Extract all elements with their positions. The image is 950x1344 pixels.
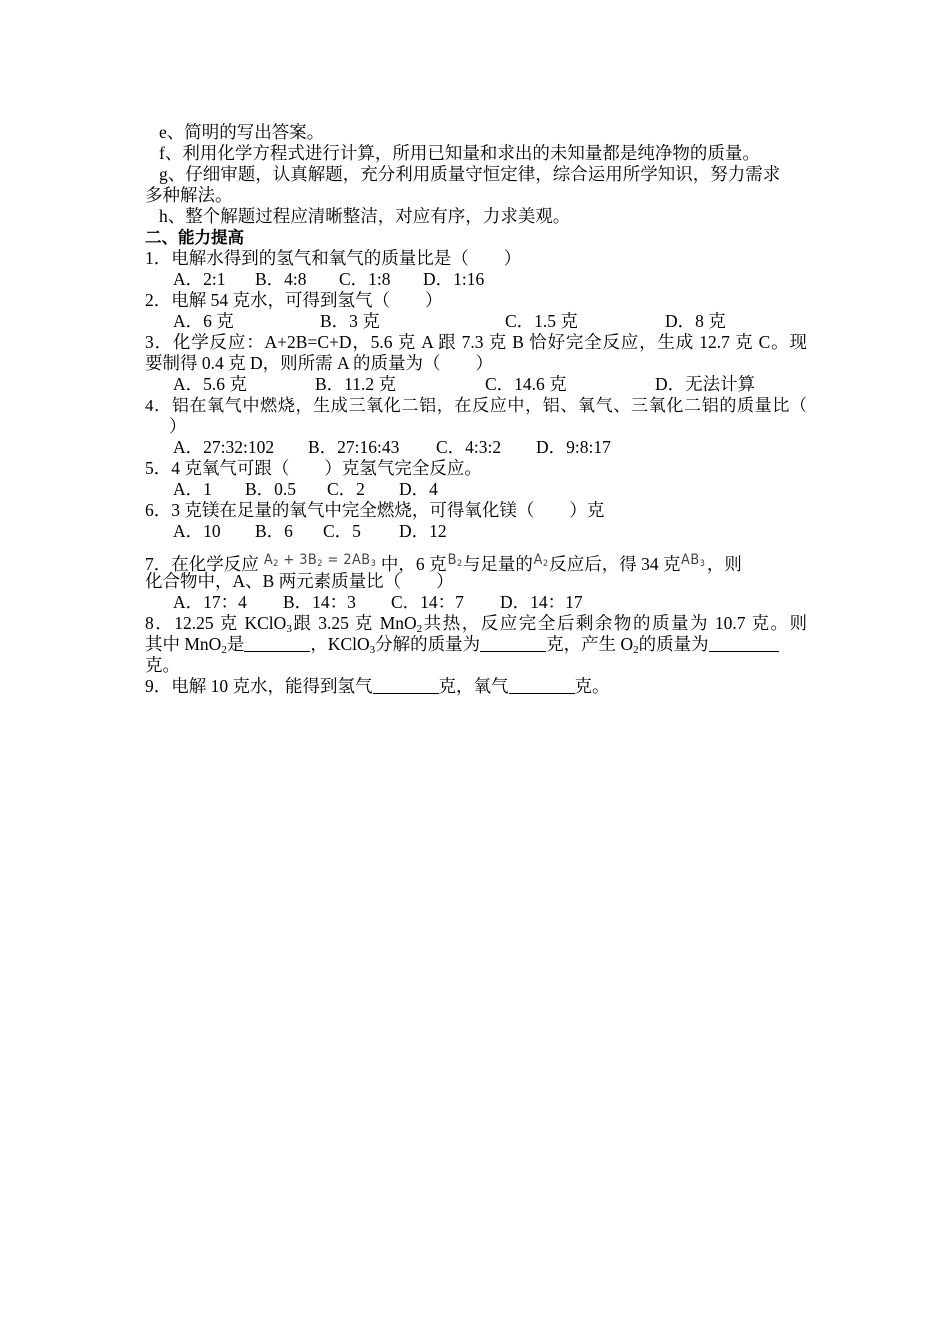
q1-option-b: B．4:8: [255, 269, 307, 289]
a2-sym: A: [533, 552, 543, 568]
q4-options: [145, 437, 807, 458]
q8-text-4: 其中 MnO: [145, 634, 222, 654]
q8-text-5: 是: [226, 634, 245, 654]
q3-stem-line1: 3．化学反应：A+2B=C+D，5.6 克 A 跟 7.3 克 B 恰好完全反应，生成 12.7 克 C。现: [145, 332, 807, 352]
q8-sub-4: 3: [369, 644, 376, 656]
q9-text-2: 克，氧气: [438, 676, 509, 696]
q2-option-d: D．8 克: [665, 311, 726, 331]
q3-option-b: B．11.2 克: [315, 374, 397, 394]
section-title: 二、能力提高: [145, 228, 244, 247]
q8-text-1: 8．12.25 克 KClO: [145, 613, 287, 633]
b2-sub: 2: [456, 559, 463, 569]
q7-text-3: 与足量的: [462, 554, 533, 574]
ab3-formula-image: [682, 550, 706, 571]
eq-plus-b: + 3B: [278, 552, 317, 568]
q9-blank-o2[interactable]: [509, 678, 575, 694]
ab3-sym: AB: [681, 552, 701, 568]
q3-option-c: C．14.6 克: [485, 374, 567, 394]
q7-text-1: 7．在化学反应: [145, 554, 259, 574]
q1-option-d: D．1:16: [423, 269, 485, 289]
q5-option-d: D．4: [399, 479, 438, 499]
rule-h: h、整个解题过程应清晰整洁，对应有序，力求美观。: [159, 206, 571, 226]
q8-text-9: 的质量为: [638, 634, 709, 654]
q6-option-b: B．6: [255, 521, 293, 541]
q6-option-a: A．10: [173, 521, 221, 541]
q8-sub-2: 2: [416, 623, 423, 635]
q6-option-d: D．12: [399, 521, 447, 541]
q4-option-b: B．27:16:43: [308, 437, 400, 457]
q9-text-3: 克。: [574, 676, 610, 696]
q6-options: [145, 521, 807, 542]
q4-option-d: D．9:8:17: [536, 437, 611, 457]
q3-option-d: D．无法计算: [655, 374, 756, 394]
q3-options: [145, 374, 807, 395]
eq-a: A: [263, 552, 273, 568]
eq-a-sub: 2: [272, 559, 279, 569]
q8-text-2: 跟 3.25 克 MnO: [291, 613, 417, 633]
q3-stem-line2: 要制得 0.4 克 D，则所需 A 的质量为（ ）: [145, 353, 494, 373]
q2-option-c: C．1.5 克: [505, 311, 578, 331]
q8-blank-o2[interactable]: [709, 636, 779, 652]
q1-options: [145, 269, 807, 290]
q9-text-1: 9．电解 10 克水，能得到氢气: [145, 676, 373, 696]
q5-option-b: B．0.5: [245, 479, 297, 499]
a2-sub: 2: [542, 559, 549, 569]
q8-stem-line3: 克。: [145, 655, 180, 675]
q5-option-a: A．1: [173, 479, 212, 499]
q8-sub-1: 3: [286, 623, 292, 635]
reaction-equation-image: [264, 550, 376, 571]
q9-blank-h2[interactable]: [373, 678, 439, 694]
q7-text-2: 中，6 克: [380, 554, 447, 574]
eq-b-sub: 2: [316, 559, 323, 569]
rule-g-cont: 多种解法。: [145, 185, 233, 205]
q4-option-c: C．4:3:2: [436, 437, 502, 457]
q8-blank-kclo3[interactable]: [480, 636, 546, 652]
q7-text-5: ，则: [706, 554, 742, 574]
document-content: [145, 122, 807, 697]
q7-stem-line1: [145, 550, 807, 574]
q6-stem: 6．3 克镁在足量的氧气中完全燃烧，可得氧化镁（ ）克: [145, 500, 605, 520]
q8-sub-5: 2: [633, 644, 639, 656]
q4-option-a: A．27:32:102: [173, 437, 275, 457]
rule-f: f、利用化学方程式进行计算，所用已知量和求出的未知量都是纯净物的质量。: [159, 143, 760, 163]
q2-option-a: A．6 克: [173, 311, 234, 331]
q1-option-a: A．2:1: [173, 269, 226, 289]
q7-option-d: D．14：17: [500, 592, 583, 612]
q8-text-7: 分解的质量为: [375, 634, 481, 654]
ab3-sub: 3: [700, 559, 706, 569]
q7-option-c: C．14：7: [391, 592, 464, 612]
q2-stem: 2．电解 54 克水，可得到氢气（ ）: [145, 290, 443, 310]
q8-text-3: 共热，反应完全后剩余物的质量为 10.7 克。则: [422, 613, 808, 633]
eq-ab-sub: 3: [370, 559, 377, 569]
q2-options: [145, 311, 807, 332]
q8-stem-line2: [145, 634, 807, 655]
a2-formula-image: [534, 550, 549, 571]
q7-option-b: B．14：3: [283, 592, 356, 612]
rule-g: g、仔细审题，认真解题，充分利用质量守恒定律，综合运用所学知识，努力需求: [159, 164, 781, 184]
eq-ab: = 2AB: [322, 552, 371, 568]
q1-option-c: C．1:8: [339, 269, 391, 289]
q8-blank-mno2[interactable]: [244, 636, 310, 652]
q1-stem: 1．电解水得到的氢气和氧气的质量比是（ ）: [145, 248, 522, 268]
q7-text-4: 反应后，得 34 克: [549, 554, 681, 574]
q8-sub-3: 2: [221, 644, 227, 656]
q8-text-8: 克，产生 O: [546, 634, 634, 654]
q7-option-a: A．17：4: [173, 592, 247, 612]
q5-stem: 5．4 克氧气可跟（ ）克氢气完全反应。: [145, 458, 482, 478]
q4-stem-line2: ）: [169, 416, 187, 436]
q3-option-a: A．5.6 克: [173, 374, 247, 394]
q7-options: [145, 592, 807, 613]
b2-formula-image: [447, 550, 462, 571]
q7-stem-line2: 化合物中，A、B 两元素质量比（ ）: [145, 571, 454, 591]
q2-option-b: B．3 克: [320, 311, 380, 331]
q8-text-6: ，KClO: [310, 634, 370, 654]
q6-option-c: C．5: [323, 521, 361, 541]
rule-e: e、简明的写出答案。: [159, 122, 325, 142]
q9-stem: [145, 676, 807, 697]
q4-stem-line1: 4．铝在氧气中燃烧，生成三氧化二铝，在反应中，铝、氧气、三氧化二铝的质量比（: [145, 396, 807, 415]
q8-stem-line1: [145, 613, 807, 634]
q5-options: [145, 479, 807, 500]
q5-option-c: C．2: [327, 479, 365, 499]
b2-sym: B: [447, 552, 457, 568]
